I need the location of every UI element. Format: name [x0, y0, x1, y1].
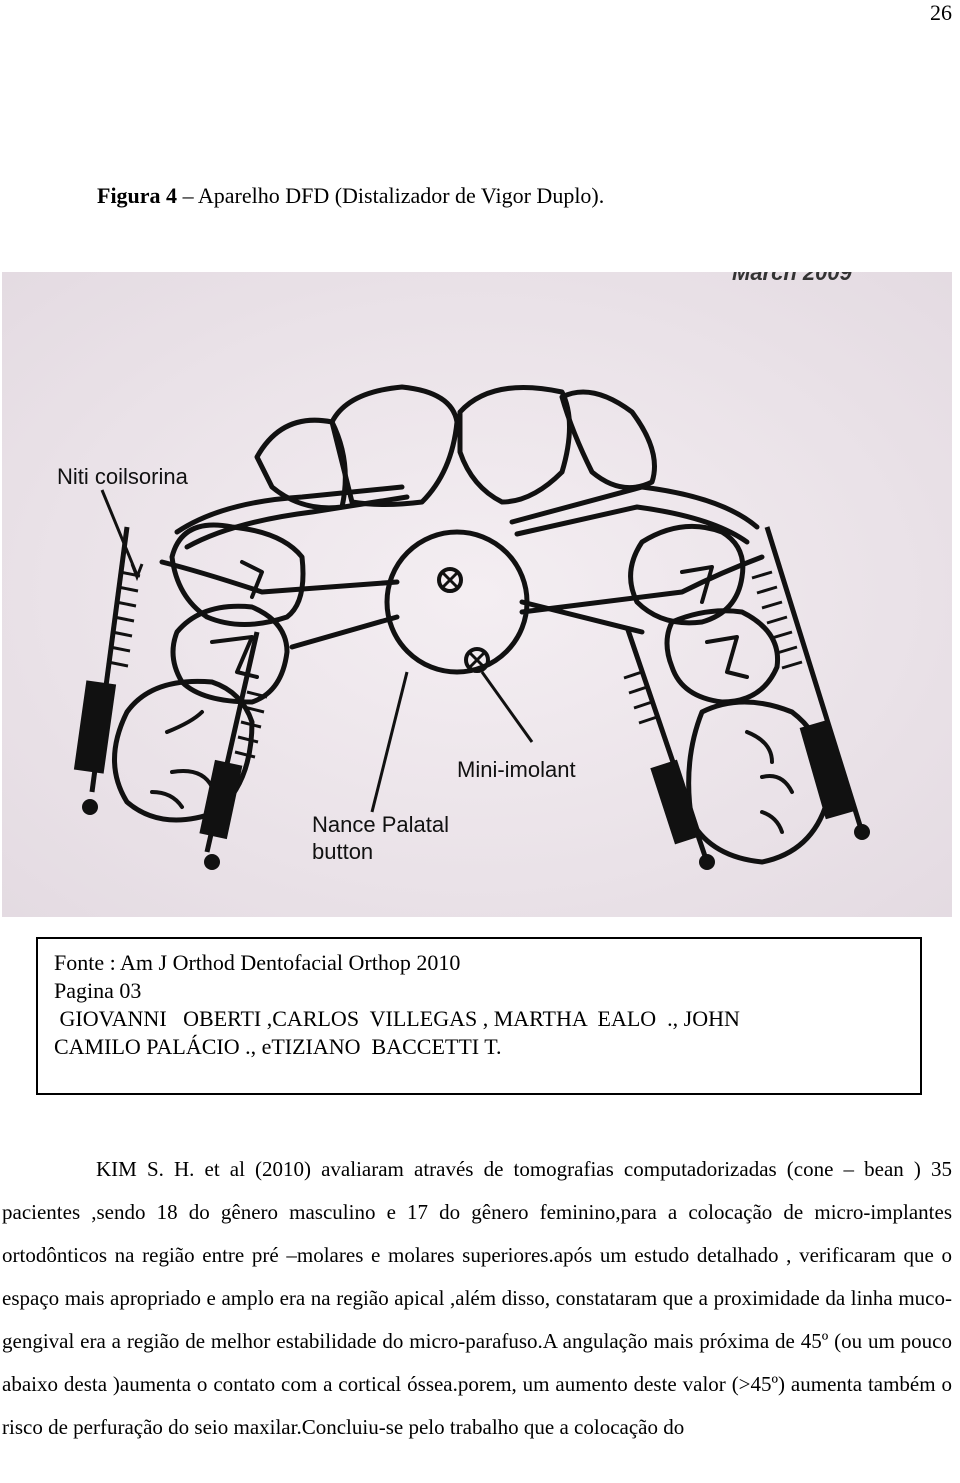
dental-appliance-figure: [2, 272, 952, 917]
source-line: Fonte : Am J Orthod Dentofacial Orthop 2010: [54, 950, 461, 975]
corner-label: March 2009: [732, 272, 852, 285]
figure-caption-text: – Aparelho DFD (Distalizador de Vigor Duplo).: [177, 183, 605, 208]
figure-caption: [97, 183, 604, 209]
figure-caption-label: Figura 4: [97, 183, 178, 208]
source-box: [36, 937, 922, 1095]
page-number: 26: [930, 0, 952, 25]
source-line: CAMILO PALÁCIO ., eTIZIANO BACCETTI T.: [54, 1034, 502, 1059]
body-text: [2, 1148, 952, 1449]
nance-label-line1: Nance Palatal: [312, 812, 449, 837]
source-line: Pagina 03: [54, 978, 142, 1003]
source-line: GIOVANNI OBERTI ,CARLOS VILLEGAS , MARTHA EALO ., JOHN: [54, 1006, 740, 1031]
coil-label: Niti coilsorina: [57, 464, 188, 489]
dental-appliance-drawing: [2, 272, 952, 917]
nance-label-line2: button: [312, 839, 374, 864]
body-paragraph: KIM S. H. et al (2010) avaliaram através de tomografias computadorizadas (cone – bean ) 35 pacientes ,sendo 18 do gênero masculino e 17 do gênero feminino,para a colocação de micro-implantes ortodônticos na região entre pré –molares e molares superiores.após um estudo detalhado , verificaram que o espaço mais apropriado e amplo era na região apical ,além disso, constataram que a proximidade da linha muco-gengival era a região de melhor estabilidade do micro-parafuso.A angulação mais próxima de 45º (ou um pouco abaixo desta )aumenta o contato com a cortical óssea.porem, um aumento deste valor (>45º) aumenta também o risco de perfuração do seio maxilar.Concluiu-se pelo trabalho que a colocação do: [2, 1157, 952, 1439]
implant-label: Mini-imolant: [457, 757, 576, 782]
